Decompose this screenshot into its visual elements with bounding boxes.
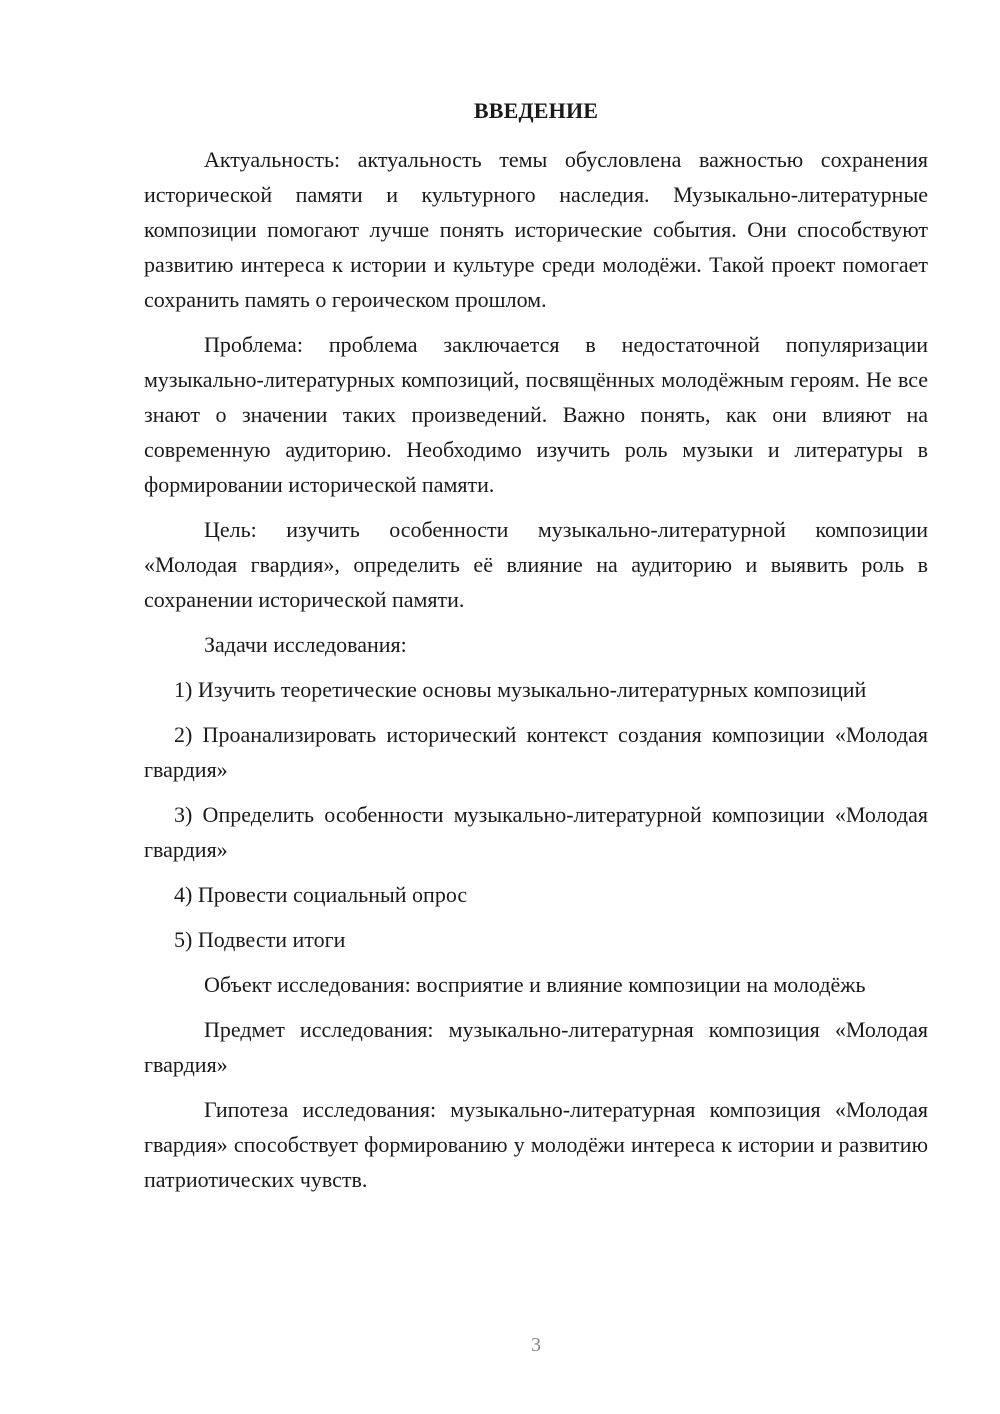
task-item-3: 3) Определить особенности музыкально-литературной композиции «Молодая гвардия» xyxy=(144,802,928,862)
task-item-1: 1) Изучить теоретические основы музыкально-литературных композиций xyxy=(174,677,867,702)
subject-paragraph: Предмет исследования: музыкально-литературная композиция «Молодая гвардия» xyxy=(144,1017,928,1077)
page-number: 3 xyxy=(531,1334,541,1356)
section-heading: ВВЕДЕНИЕ xyxy=(473,98,599,123)
task-item-2: 2) Проанализировать исторический контекст создания композиции «Молодая гвардия» xyxy=(144,722,928,782)
tasks-heading: Задачи исследования: xyxy=(204,632,407,657)
document-page xyxy=(144,0,928,1414)
task-item-5: 5) Подвести итоги xyxy=(174,927,346,952)
task-item-4: 4) Провести социальный опрос xyxy=(174,882,468,907)
object-paragraph: Объект исследования: восприятие и влияние композиции на молодёжь xyxy=(204,972,866,997)
hypothesis-paragraph: Гипотеза исследования: музыкально-литературная композиция «Молодая гвардия» способствует формированию у молодёжи интереса к истории и развитию патриотических чувств. xyxy=(144,1097,928,1192)
document-body xyxy=(144,142,928,1207)
goal-paragraph: Цель: изучить особенности музыкально-литературной композиции «Молодая гвардия», определить её влияние на аудиторию и выявить роль в сохранении исторической памяти. xyxy=(144,517,928,612)
relevance-paragraph: Актуальность: актуальность темы обусловлена важностью сохранения исторической памяти и культурного наследия. Музыкально-литературные композиции помогают лучше понять исторические события. Они способствуют развитию интереса к истории и культуре среди молодёжи. Такой проект помогает сохранить память о героическом прошлом. xyxy=(144,147,928,312)
problem-paragraph: Проблема: проблема заключается в недостаточной популяризации музыкально-литературных композиций, посвящённых молодёжным героям. Не все знают о значении таких произведений. Важно понять, как они влияют на современную аудиторию. Необходимо изучить роль музыки и литературы в формировании исторической памяти. xyxy=(144,332,928,497)
